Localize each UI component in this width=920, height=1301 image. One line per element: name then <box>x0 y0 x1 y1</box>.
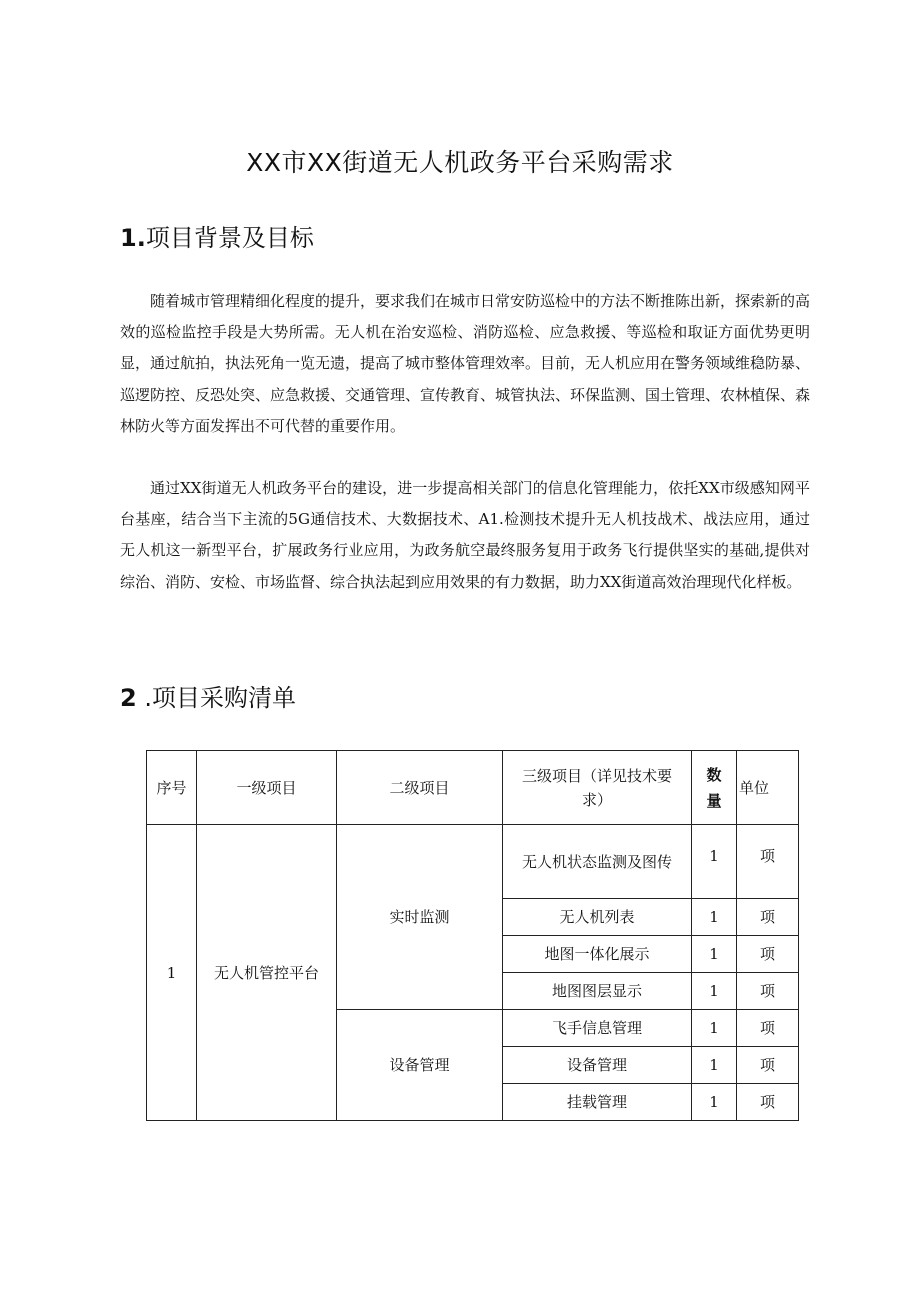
section-1-paragraph-1: 随着城市管理精细化程度的提升，要求我们在城市日常安防巡检中的方法不断推陈出新，探索新的高效的巡检监控手段是大势所需。无人机在治安巡检、消防巡检、应急救援、等巡检和取证方面优势更明显，通过航拍，执法死角一览无遗，提高了城市整体管理效率。目前，无人机应用在警务领域维稳防暴、巡逻防控、反恐处突、应急救援、交通管理、宣传教育、城管执法、环保监测、国土管理、农林植保、森林防火等方面发挥出不可代替的重要作用。 <box>120 292 811 435</box>
cell-unit: 项 <box>737 1010 799 1047</box>
cell-level3: 无人机状态监测及图传 <box>503 825 692 899</box>
document-title: XX市XX街道无人机政务平台采购需求 <box>246 148 674 177</box>
procurement-table <box>146 750 799 1121</box>
section-2-heading <box>120 682 296 714</box>
cell-qty: 1 <box>692 825 737 899</box>
cell-qty: 1 <box>692 1010 737 1047</box>
cell-level3: 地图一体化展示 <box>503 936 692 973</box>
cell-level3: 挂载管理 <box>503 1084 692 1121</box>
cell-qty: 1 <box>692 899 737 936</box>
table-header-row <box>147 751 799 825</box>
header-qty <box>692 751 737 825</box>
cell-qty: 1 <box>692 1047 737 1084</box>
header-level2: 二级项目 <box>337 751 503 825</box>
cell-level2-device: 设备管理 <box>337 1010 503 1121</box>
header-level1: 一级项目 <box>197 751 337 825</box>
cell-unit: 项 <box>737 899 799 936</box>
section-2-heading-text: .项目采购清单 <box>144 684 296 712</box>
table-row <box>147 825 799 899</box>
cell-level3: 地图图层显示 <box>503 973 692 1010</box>
cell-unit: 项 <box>737 825 799 899</box>
cell-level2-realtime: 实时监测 <box>337 825 503 1010</box>
cell-qty: 1 <box>692 973 737 1010</box>
header-qty-line-1: 数 <box>706 765 722 784</box>
section-1-paragraph-2: 通过XX街道无人机政务平台的建设，进一步提高相关部门的信息化管理能力，依托XX市级感知网平台基座，结合当下主流的5G通信技术、大数据技术、A1.检测技术提升无人机技战术、战法应用，通过无人机这一新型平台，扩展政务行业应用，为政务航空最终服务复用于政务飞行提供坚实的基础,提供对综治、消防、安检、市场监督、综合执法起到应用效果的有力数据，助力XX街道高效治理现代化样板。 <box>120 479 810 591</box>
cell-level3: 飞手信息管理 <box>503 1010 692 1047</box>
cell-unit: 项 <box>737 1047 799 1084</box>
cell-level3: 设备管理 <box>503 1047 692 1084</box>
section-1-number: 1. <box>120 224 146 252</box>
header-unit: 单位 <box>737 751 799 825</box>
cell-qty: 1 <box>692 936 737 973</box>
cell-level1: 无人机管控平台 <box>197 825 337 1121</box>
cell-unit: 项 <box>737 1084 799 1121</box>
cell-seq: 1 <box>147 825 197 1121</box>
section-1-heading <box>120 222 314 254</box>
cell-unit: 项 <box>737 936 799 973</box>
cell-level3: 无人机列表 <box>503 899 692 936</box>
header-seq: 序号 <box>147 751 197 825</box>
cell-unit: 项 <box>737 973 799 1010</box>
section-2-number: 2 <box>120 684 137 712</box>
header-qty-line-2: 量 <box>706 791 722 810</box>
header-level3: 三级项目（详见技术要求） <box>503 751 692 825</box>
cell-qty: 1 <box>692 1084 737 1121</box>
section-1-heading-text: 项目背景及目标 <box>145 224 314 252</box>
